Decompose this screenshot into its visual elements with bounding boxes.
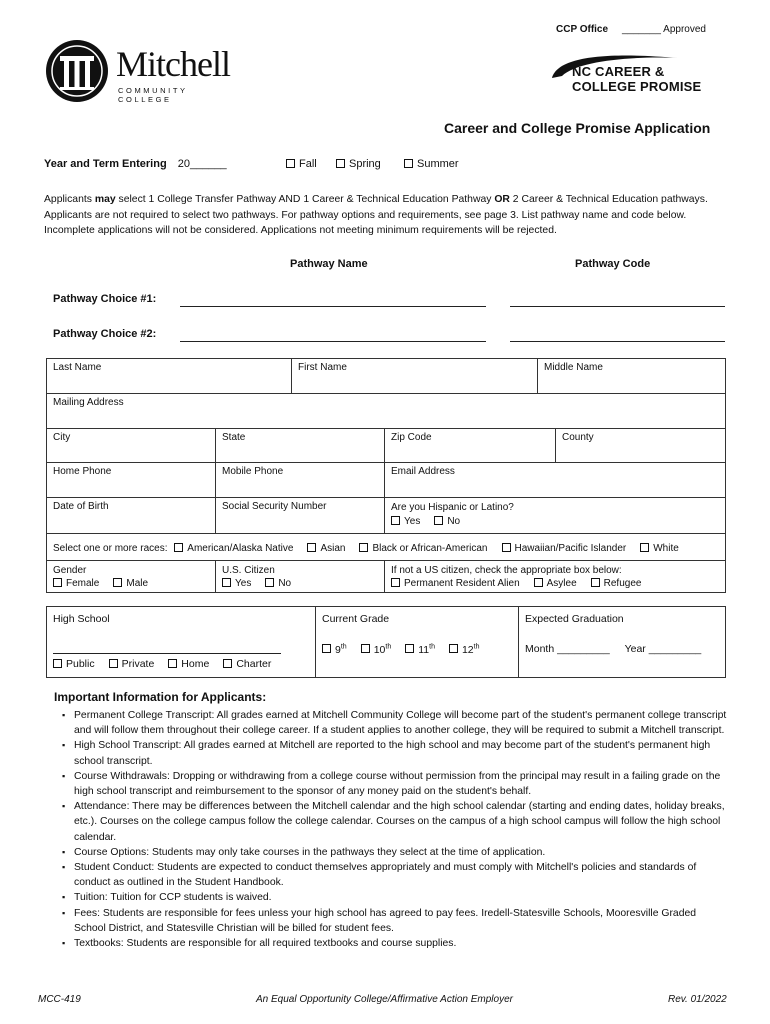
mitchell-seal-icon	[44, 38, 110, 104]
info-heading: Important Information for Applicants:	[54, 690, 267, 704]
race-hawaiian[interactable]: Hawaiian/Pacific Islander	[502, 543, 627, 554]
city-field[interactable]: City	[46, 428, 216, 463]
pathway-choice-1-label: Pathway Choice #1:	[53, 293, 157, 305]
date-of-birth-field[interactable]: Date of Birth	[46, 497, 216, 534]
mitchell-logo	[44, 38, 244, 104]
info-item: ▪ Attendance: There may be differences between the Mitchell calendar and the high school calendar (starting and ending dates, holiday breaks, etc.). Courses on the college campus follow the college calendar. Courses on the campus of a high school campus will follow the high school calendar.	[54, 799, 730, 845]
info-item: ▪ Permanent College Transcript: All grades earned at Mitchell Community College will become part of the student's permanent college transcript and will follow them throughout their college career. If a student applies to another college, they will be required to submit a Mitchell transcript.	[54, 708, 730, 738]
checkbox-icon	[322, 644, 331, 653]
grade-10[interactable]: 10th	[361, 644, 392, 656]
term-label: Year and Term Entering	[44, 158, 167, 170]
race-american-alaska-native[interactable]: American/Alaska Native	[174, 543, 293, 554]
school-charter[interactable]: Charter	[223, 658, 271, 670]
checkbox-icon	[640, 543, 649, 552]
current-grade-field: Current Grade 9th 10th 11th 12th	[315, 606, 519, 678]
info-list	[54, 708, 730, 951]
mobile-phone-field[interactable]: Mobile Phone	[215, 462, 385, 498]
pathway-choice-1-code-field[interactable]	[510, 306, 725, 307]
non-citizen-field: If not a US citizen, check the appropriate box below: Permanent Resident Alien Asylee Refugee	[384, 560, 726, 593]
checkbox-icon	[113, 578, 122, 587]
checkbox-icon	[53, 578, 62, 587]
checkbox-icon	[265, 578, 274, 587]
revision-date: Rev. 01/2022	[668, 994, 727, 1005]
state-field[interactable]: State	[215, 428, 385, 463]
status-permanent-resident[interactable]: Permanent Resident Alien	[391, 578, 520, 589]
checkbox-icon	[405, 644, 414, 653]
pathway-name-header: Pathway Name	[290, 258, 368, 270]
race-asian[interactable]: Asian	[307, 543, 345, 554]
us-citizen-field: U.S. Citizen Yes No	[215, 560, 385, 593]
eeo-statement: An Equal Opportunity College/Affirmative Action Employer	[256, 994, 513, 1005]
nc-career-college-promise-logo	[548, 50, 730, 100]
middle-name-field[interactable]: Middle Name	[537, 358, 726, 394]
ccp-office-label: CCP Office	[556, 24, 609, 35]
checkbox-icon	[502, 543, 511, 552]
info-item: ▪ Course Options: Students may only take courses in the pathways they select at the time of application.	[54, 845, 730, 860]
pathway-choice-2-label: Pathway Choice #2:	[53, 328, 157, 340]
checkbox-icon	[391, 516, 400, 525]
approved-label: _______ Approved	[622, 24, 706, 35]
checkbox-icon	[174, 543, 183, 552]
checkbox-icon	[391, 578, 400, 587]
checkbox-icon	[404, 159, 413, 168]
pathway-choice-2-name-field[interactable]	[180, 341, 486, 342]
checkbox-icon	[286, 159, 295, 168]
email-field[interactable]: Email Address	[384, 462, 726, 498]
county-field[interactable]: County	[555, 428, 726, 463]
checkbox-icon	[591, 578, 600, 587]
info-item: ▪ Textbooks: Students are responsible for all required textbooks and course supplies.	[54, 936, 730, 951]
checkbox-icon	[336, 159, 345, 168]
mitchell-subtitle: COMMUNITY COLLEGE	[118, 86, 188, 104]
mailing-address-field[interactable]: Mailing Address	[46, 393, 726, 429]
race-black[interactable]: Black or African-American	[359, 543, 487, 554]
expected-graduation-field: Expected Graduation Month _________ Year _________	[518, 606, 726, 678]
school-home[interactable]: Home	[168, 658, 209, 670]
race-white[interactable]: White	[640, 543, 679, 554]
term-row	[44, 158, 227, 170]
status-asylee[interactable]: Asylee	[534, 578, 577, 589]
checkbox-icon	[534, 578, 543, 587]
graduation-year[interactable]: Year _________	[624, 643, 702, 655]
intro-paragraph: Applicants may select 1 College Transfer Pathway AND 1 Career & Technical Education Pathway OR 2 Career & Technical Education pathways. Applicants are not required to select two pathways. For pathway options and requirements, see page 3. List pathway name and code below. Incomplete applications will not be considered. Applications not meeting minimum requirements will be rejected.	[44, 194, 708, 236]
gender-male[interactable]: Male	[113, 578, 148, 589]
gender-female[interactable]: Female	[53, 578, 99, 589]
last-name-field[interactable]: Last Name	[46, 358, 292, 394]
pathway-code-header: Pathway Code	[575, 258, 651, 270]
checkbox-icon	[359, 543, 368, 552]
race-row: Select one or more races: American/Alaska Native Asian Black or African-American Hawaiian/Pacific Islander White	[46, 533, 726, 561]
zip-code-field[interactable]: Zip Code	[384, 428, 556, 463]
school-public[interactable]: Public	[53, 658, 95, 670]
info-item: ▪ High School Transcript: All grades earned at Mitchell are reported to the high school and may become part of the student's permanent high school transcript.	[54, 738, 730, 768]
checkbox-icon	[109, 659, 118, 668]
grade-9[interactable]: 9th	[322, 644, 347, 656]
ncc-line1: NC CAREER &	[572, 64, 665, 79]
checkbox-icon	[223, 659, 232, 668]
grade-11[interactable]: 11th	[405, 644, 435, 656]
checkbox-icon	[449, 644, 458, 653]
info-item: ▪ Student Conduct: Students are expected to conduct themselves appropriately and must comply with Mitchell's policies and standards of conduct as outlined in the Student Handbook.	[54, 860, 730, 890]
info-item: ▪ Course Withdrawals: Dropping or withdrawing from a college course without permission from the principal may result in a failing grade on the high school transcript and reimbursement to the sponsor of any money paid on the student's behalf.	[54, 769, 730, 799]
term-summer[interactable]: Summer	[404, 158, 459, 170]
graduation-month[interactable]: Month _________	[525, 643, 610, 655]
checkbox-icon	[307, 543, 316, 552]
mitchell-wordmark: Mitchell	[116, 44, 230, 84]
term-fall[interactable]: Fall	[286, 158, 317, 170]
checkbox-icon	[53, 659, 62, 668]
hispanic-no[interactable]: No	[434, 516, 460, 527]
ncc-line2: COLLEGE PROMISE	[572, 79, 702, 94]
checkbox-icon	[222, 578, 231, 587]
term-spring[interactable]: Spring	[336, 158, 381, 170]
gender-field: Gender Female Male	[46, 560, 216, 593]
hispanic-yes[interactable]: Yes	[391, 516, 420, 527]
checkbox-icon	[434, 516, 443, 525]
grade-12[interactable]: 12th	[449, 644, 480, 656]
form-number: MCC-419	[38, 994, 81, 1005]
citizen-yes[interactable]: Yes	[222, 578, 251, 589]
checkbox-icon	[361, 644, 370, 653]
term-year[interactable]: 20______	[177, 158, 227, 170]
home-phone-field[interactable]: Home Phone	[46, 462, 216, 498]
high-school-field[interactable]: High School Public Private Home Charter	[46, 606, 316, 678]
hispanic-latino-field: Are you Hispanic or Latino? Yes No	[384, 497, 726, 534]
pathway-choice-2-code-field[interactable]	[510, 341, 725, 342]
page-title: Career and College Promise Application	[444, 120, 711, 136]
status-refugee[interactable]: Refugee	[591, 578, 642, 589]
pathway-choice-1-name-field[interactable]	[180, 306, 486, 307]
checkbox-icon	[168, 659, 177, 668]
ssn-field[interactable]: Social Security Number	[215, 497, 385, 534]
info-item: ▪ Fees: Students are responsible for fees unless your high school has agreed to pay fees. Iredell-Statesville Schools, Mooresville Graded School District, and Statesville Christian will be billed for student fees.	[54, 906, 730, 936]
info-item: ▪ Tuition: Tuition for CCP students is waived.	[54, 890, 730, 905]
school-private[interactable]: Private	[109, 658, 155, 670]
high-school-name-line[interactable]	[53, 653, 281, 654]
citizen-no[interactable]: No	[265, 578, 291, 589]
first-name-field[interactable]: First Name	[291, 358, 538, 394]
